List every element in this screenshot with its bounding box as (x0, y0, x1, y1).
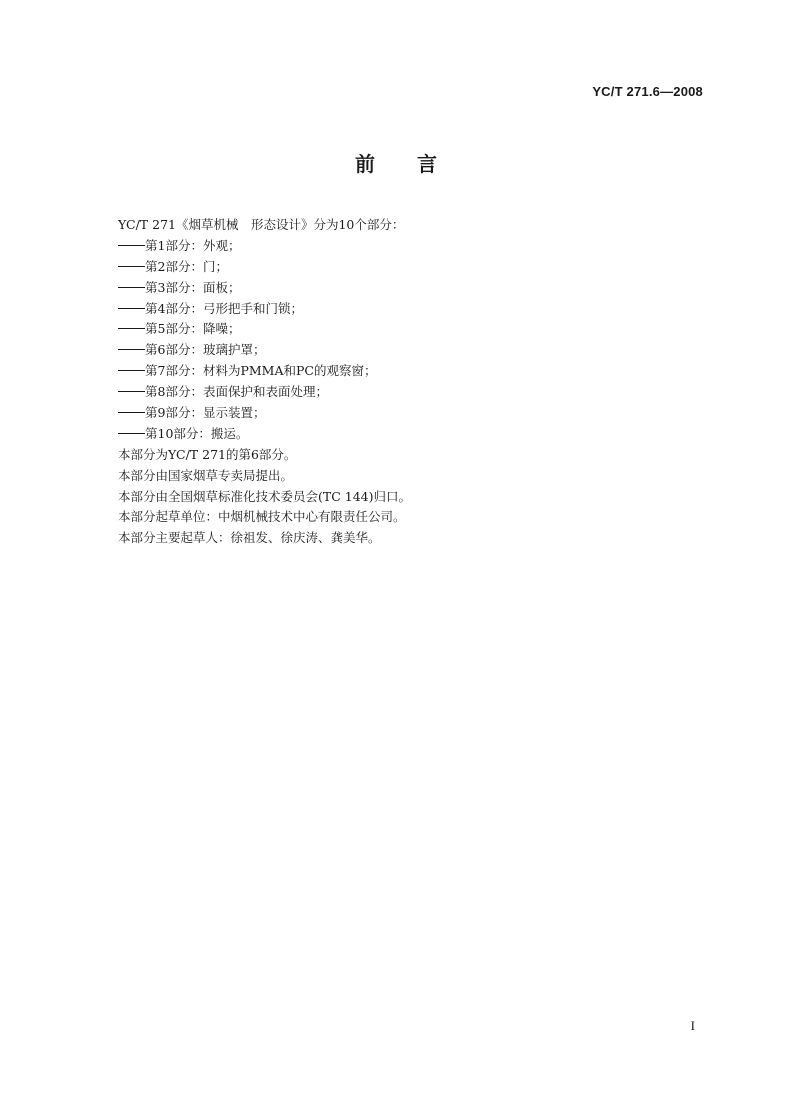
list-item (118, 424, 718, 445)
dash-mark (118, 287, 145, 288)
list-item-text: 第3部分：面板； (145, 279, 241, 295)
dash-mark (118, 349, 145, 350)
dash-mark (118, 391, 145, 392)
list-item-text: 第4部分：弓形把手和门锁； (145, 300, 303, 316)
dash-mark (118, 308, 145, 309)
list-item (118, 299, 718, 320)
list-item-text: 第7部分：材料为PMMA和PC的观察窗； (145, 363, 377, 379)
list-item (118, 319, 718, 340)
dash-mark (118, 328, 145, 329)
list-item-text: 第8部分：表面保护和表面处理； (145, 384, 328, 400)
list-item (118, 278, 718, 299)
statement-paragraph: 本部分为YC/T 271的第6部分。 (118, 446, 297, 462)
list-item (118, 236, 718, 257)
foreword-body (118, 215, 718, 549)
list-item (118, 361, 718, 382)
dash-mark (118, 266, 145, 267)
list-item-text: 第5部分：降噪； (145, 321, 241, 337)
list-item (118, 257, 718, 278)
list-item-text: 第2部分：门； (145, 258, 228, 274)
list-item (118, 382, 718, 403)
dash-mark (118, 433, 145, 434)
dash-mark (118, 370, 145, 371)
intro-paragraph: YC/T 271《烟草机械 形态设计》分为10个部分： (118, 217, 405, 232)
dash-mark (118, 245, 145, 246)
statement-paragraph: 本部分由国家烟草专卖局提出。 (118, 467, 294, 483)
list-item-text: 第10部分：搬运。 (145, 425, 249, 441)
page-number: I (690, 1018, 695, 1033)
statement-paragraph: 本部分由全国烟草标准化技术委员会(TC 144)归口。 (118, 488, 411, 504)
list-item-text: 第9部分：显示装置； (145, 405, 266, 421)
standard-code: YC/T 271.6—2008 (592, 84, 703, 99)
list-item (118, 403, 718, 424)
statement-paragraph: 本部分起草单位：中烟机械技术中心有限责任公司。 (118, 509, 406, 525)
statement-paragraph: 本部分主要起草人：徐祖发、徐庆涛、龚美华。 (118, 530, 381, 546)
list-item (118, 340, 718, 361)
page-title: 前言 (355, 152, 479, 176)
list-item-text: 第1部分：外观； (145, 237, 241, 253)
list-item-text: 第6部分：玻璃护罩； (145, 342, 266, 358)
dash-mark (118, 412, 145, 413)
